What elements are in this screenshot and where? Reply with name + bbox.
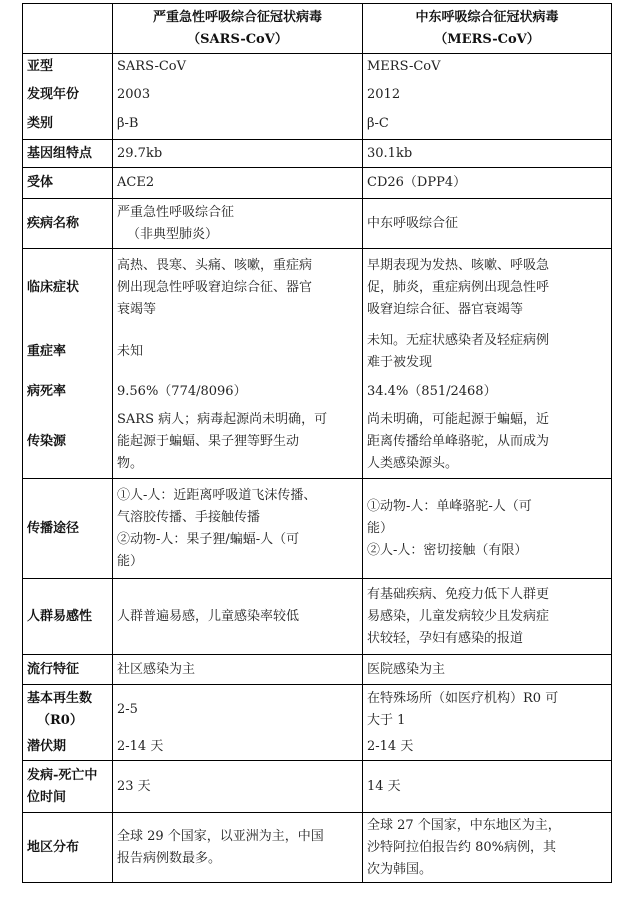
sars-value: β-B: [113, 110, 363, 140]
mers-value: [363, 327, 612, 377]
mers-value: 14 天: [363, 761, 612, 813]
table-row-route: [23, 479, 612, 579]
sars-value: 人群普遍易感，儿童感染率较低: [113, 579, 363, 655]
table-row-genome: [23, 140, 612, 168]
mers-line: 人类感染源头。: [367, 456, 459, 472]
sars-value: 2-14 天: [113, 735, 363, 761]
mers-line: 次为韩国。: [367, 861, 433, 877]
table-row-severe: [23, 327, 612, 377]
row-label: 亚型: [23, 54, 113, 80]
mers-value: 30.1kb: [363, 140, 612, 168]
row-label: 病死率: [23, 377, 113, 407]
mers-value: 中东呼吸综合征: [363, 199, 612, 249]
table-row-source: [23, 407, 612, 479]
sars-value: [113, 479, 363, 579]
table-row-symptoms: [23, 249, 612, 327]
mers-value: [363, 479, 612, 579]
row-label: [23, 685, 113, 735]
mers-line: 吸窘迫综合征、器官衰竭等: [367, 301, 524, 317]
row-label: 重症率: [23, 327, 113, 377]
row-label: 受体: [23, 168, 113, 199]
table-row-epidemic: [23, 655, 612, 685]
row-label: 潜伏期: [23, 735, 113, 761]
mers-line: ①动物-人：单峰骆驼-人（可: [367, 498, 532, 514]
mers-line: 能）: [367, 520, 394, 536]
sars-line: 衰竭等: [117, 301, 157, 317]
sars-line: 能）: [117, 553, 144, 569]
header-mers: [363, 4, 612, 54]
header-sars: [113, 4, 363, 54]
table-row-incubation: [23, 735, 612, 761]
mers-line: 状较轻，孕妇有感染的报道: [367, 630, 524, 646]
sars-line: 气溶胶传播、手接触传播: [117, 509, 261, 525]
sars-line: ①人-人：近距离呼吸道飞沫传播、: [117, 487, 317, 503]
sars-line: 例出现急性呼吸窘迫综合征、器官: [117, 279, 313, 295]
mers-value: [363, 407, 612, 479]
sars-line: 全球 29 个国家，以亚洲为主，中国: [117, 828, 324, 844]
row-label: 人群易感性: [23, 579, 113, 655]
mers-line: 早期表现为发热、咳嗽、呼吸急: [367, 257, 550, 273]
mers-value: [363, 685, 612, 735]
table-row-category: [23, 110, 612, 140]
sars-abbr: （SARS-CoV）: [187, 31, 288, 47]
mers-value: 34.4%（851/2468）: [363, 377, 612, 407]
sars-value: SARS-CoV: [113, 54, 363, 80]
row-label: 类别: [23, 110, 113, 140]
sars-value: 2-5: [113, 685, 363, 735]
mers-title: 中东呼吸综合征冠状病毒: [415, 9, 559, 25]
table-row-receptor: [23, 168, 612, 199]
table-row-r0: [23, 685, 612, 735]
sars-value: [113, 813, 363, 883]
table-row-fatality: [23, 377, 612, 407]
sars-line: ②动物-人：果子狸/蝙蝠-人（可: [117, 531, 300, 547]
header-row: [23, 4, 612, 54]
header-empty-cell: [23, 4, 113, 54]
mers-value: [363, 249, 612, 327]
mers-line: 尚未明确，可能起源于蝙蝠，近: [367, 412, 550, 428]
table-row-region: [23, 813, 612, 883]
sars-line: 报告病例数最多。: [117, 850, 222, 866]
table-row-subtype: [23, 54, 612, 80]
row-label: 流行特征: [23, 655, 113, 685]
row-label: 传染源: [23, 407, 113, 479]
table-row-susceptibility: [23, 579, 612, 655]
table-row-year: [23, 80, 612, 110]
mers-line: 未知。无症状感染者及轻症病例: [367, 332, 550, 348]
sars-line: 能起源于蝙蝠、果子狸等野生动: [117, 434, 300, 450]
mers-line: 在特殊场所（如医疗机构）R0 可: [367, 690, 559, 706]
label-line: 发病-死亡中: [27, 767, 98, 783]
mers-line: 沙特阿拉伯报告约 80%病例，其: [367, 839, 557, 855]
mers-line: 大于 1: [367, 712, 406, 728]
mers-line: 难于被发现: [367, 354, 433, 370]
sars-value: 未知: [113, 327, 363, 377]
mers-value: 医院感染为主: [363, 655, 612, 685]
mers-abbr: （MERS-CoV）: [434, 31, 540, 47]
row-label: 临床症状: [23, 249, 113, 327]
table-row-disease: [23, 199, 612, 249]
sars-title: 严重急性呼吸综合征冠状病毒: [152, 9, 322, 25]
sars-line: SARS 病人；病毒起源尚未明确，可: [117, 412, 328, 428]
sars-value: 9.56%（774/8096）: [113, 377, 363, 407]
row-label: 疾病名称: [23, 199, 113, 249]
sars-value: 2003: [113, 80, 363, 110]
sars-value: [113, 249, 363, 327]
mers-line: 易感染，儿童发病较少且发病症: [367, 608, 550, 624]
table-row-onset-death: [23, 761, 612, 813]
sars-line: 严重急性呼吸综合征: [117, 204, 235, 220]
sars-line: 高热、畏寒、头痛、咳嗽，重症病: [117, 257, 313, 273]
mers-line: 全球 27 个国家，中东地区为主，: [367, 817, 561, 833]
sars-value: 23 天: [113, 761, 363, 813]
mers-line: 有基础疾病、免疫力低下人群更: [367, 586, 550, 602]
mers-line: 促，肺炎，重症病例出现急性呼: [367, 279, 550, 295]
mers-value: CD26（DPP4）: [363, 168, 612, 199]
mers-line: ②人-人：密切接触（有限）: [367, 542, 528, 558]
label-line: 位时间: [27, 789, 67, 805]
comparison-table: [22, 3, 612, 883]
sars-value: [113, 407, 363, 479]
mers-value: β-C: [363, 110, 612, 140]
row-label: 基因组特点: [23, 140, 113, 168]
row-label: 传播途径: [23, 479, 113, 579]
mers-value: [363, 813, 612, 883]
row-label: 地区分布: [23, 813, 113, 883]
mers-value: [363, 579, 612, 655]
sars-value: 29.7kb: [113, 140, 363, 168]
sars-line: 物。: [117, 456, 144, 472]
label-line: 基本再生数: [27, 690, 93, 706]
sars-value: ACE2: [113, 168, 363, 199]
sars-line: （非典型肺炎）: [127, 226, 219, 242]
row-label: [23, 761, 113, 813]
label-line: （R0）: [37, 712, 83, 728]
sars-value: 社区感染为主: [113, 655, 363, 685]
mers-line: 距离传播给单峰骆驼，从而成为: [367, 434, 550, 450]
mers-value: MERS-CoV: [363, 54, 612, 80]
mers-value: 2012: [363, 80, 612, 110]
sars-value: [113, 199, 363, 249]
mers-value: 2-14 天: [363, 735, 612, 761]
row-label: 发现年份: [23, 80, 113, 110]
